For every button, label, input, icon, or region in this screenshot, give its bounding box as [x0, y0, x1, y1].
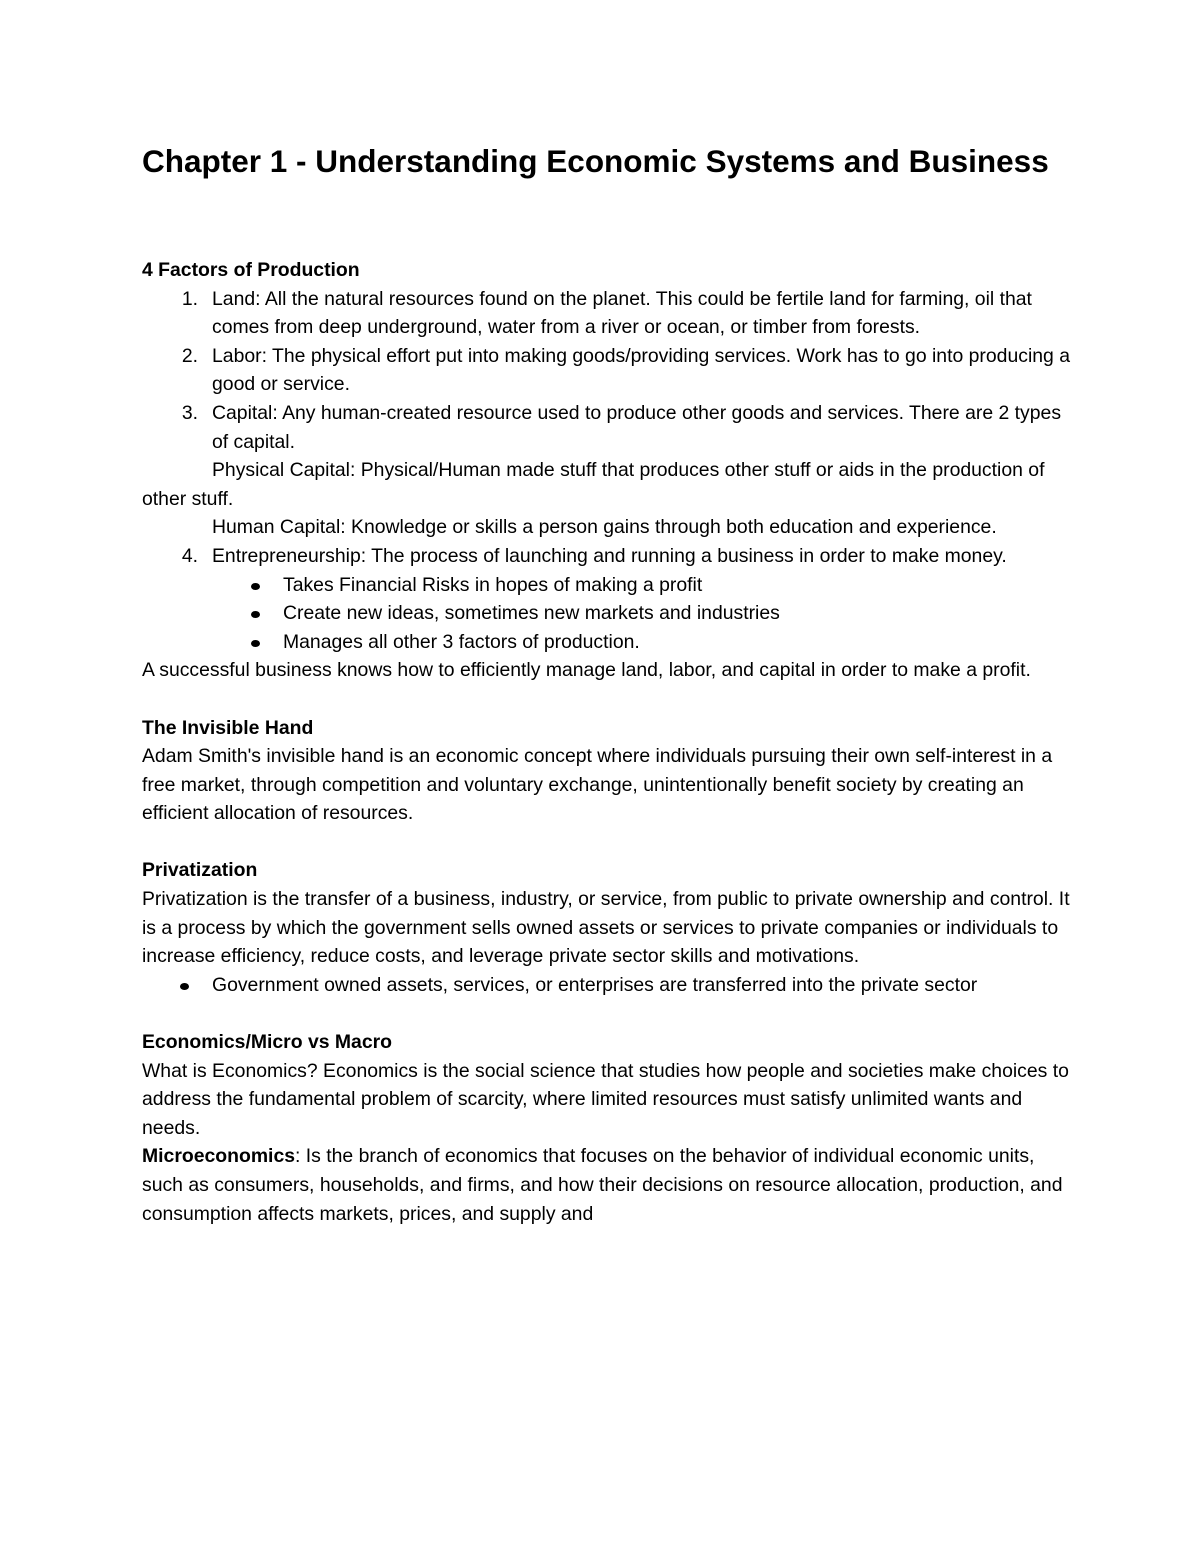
microeconomics-paragraph — [142, 1142, 1072, 1228]
list-item — [142, 628, 1072, 657]
economics-heading: Economics/Micro vs Macro — [142, 1031, 393, 1054]
factor-item-land — [142, 285, 1072, 342]
factors-list-continued — [142, 542, 1072, 571]
economics-paragraph: What is Economics? Economics is the social science that studies how people and societies make choices to address the fundamental problem of scarcity, where limited resources must satisfy unlimited wants and needs. — [142, 1059, 1069, 1139]
bullet-icon — [251, 611, 260, 618]
list-number: 1. — [181, 287, 198, 310]
human-capital-paragraph: Human Capital: Knowledge or skills a person gains through both education and experience. — [212, 516, 997, 539]
bullet-text: Create new ideas, sometimes new markets and industries — [283, 602, 780, 625]
list-item — [142, 599, 1072, 628]
bullet-icon — [180, 983, 189, 990]
list-number: 3. — [181, 401, 198, 424]
bullet-icon — [251, 583, 260, 590]
factor-text: Labor: The physical effort put into making goods/providing services. Work has to go into producing a good or service. — [212, 344, 1070, 396]
list-item — [142, 971, 1072, 1000]
privatization-heading: Privatization — [142, 859, 258, 882]
privatization-bullets — [142, 971, 1072, 1000]
bullet-text: Government owned assets, services, or enterprises are transferred into the private sector — [212, 973, 978, 996]
entrepreneurship-bullets — [142, 571, 1072, 657]
spacer — [142, 685, 1072, 714]
invisible-hand-paragraph: Adam Smith's invisible hand is an economic concept where individuals pursuing their own self-interest in a free market, through competition and voluntary exchange, unintentionally benefit society by creating an efficient allocation of resources. — [142, 745, 1053, 825]
list-number: 2. — [181, 344, 198, 367]
microeconomics-definition: : Is the branch of economics that focuses on the behavior of individual economic units, such as consumers, households, and firms, and how their decisions on resource allocation, production, and consumption affects markets, prices, and supply and — [142, 1145, 1063, 1225]
factor-text: Entrepreneurship: The process of launching and running a business in order to make money. — [212, 544, 1007, 567]
list-number: 4. — [181, 544, 198, 567]
factor-text: Land: All the natural resources found on the planet. This could be fertile land for farming, oil that comes from deep underground, water from a river or ocean, or timber from forests. — [212, 287, 1032, 339]
bullet-text: Takes Financial Risks in hopes of making a profit — [283, 573, 703, 596]
factor-item-entrepreneurship — [142, 542, 1072, 571]
factor-text: Capital: Any human-created resource used to produce other goods and services. There are 2 types of capital. — [212, 401, 1062, 453]
spacer — [142, 828, 1072, 857]
spacer — [142, 999, 1072, 1028]
factor-item-labor — [142, 342, 1072, 399]
privatization-paragraph: Privatization is the transfer of a business, industry, or service, from public to private ownership and control. It is a process by which the government sells owned assets or services to private companies or individuals to increase efficiency, reduce costs, and leverage private sector skills and motivations. — [142, 888, 1070, 968]
list-item — [142, 571, 1072, 600]
factors-summary: A successful business knows how to efficiently manage land, labor, and capital in order to make a profit. — [142, 659, 1031, 682]
factor-item-capital — [142, 399, 1072, 456]
chapter-title: Chapter 1 - Understanding Economic Systems and Business — [142, 143, 1049, 179]
bullet-icon — [251, 640, 260, 647]
document-body — [142, 256, 1072, 1228]
bullet-text: Manages all other 3 factors of production. — [283, 630, 640, 653]
physical-capital-paragraph: Physical Capital: Physical/Human made stuff that produces other stuff or aids in the production of other stuff. — [142, 459, 1045, 510]
invisible-hand-heading: The Invisible Hand — [142, 716, 314, 739]
factors-heading: 4 Factors of Production — [142, 259, 360, 281]
factors-list — [142, 285, 1072, 457]
microeconomics-term: Microeconomics — [142, 1145, 296, 1168]
